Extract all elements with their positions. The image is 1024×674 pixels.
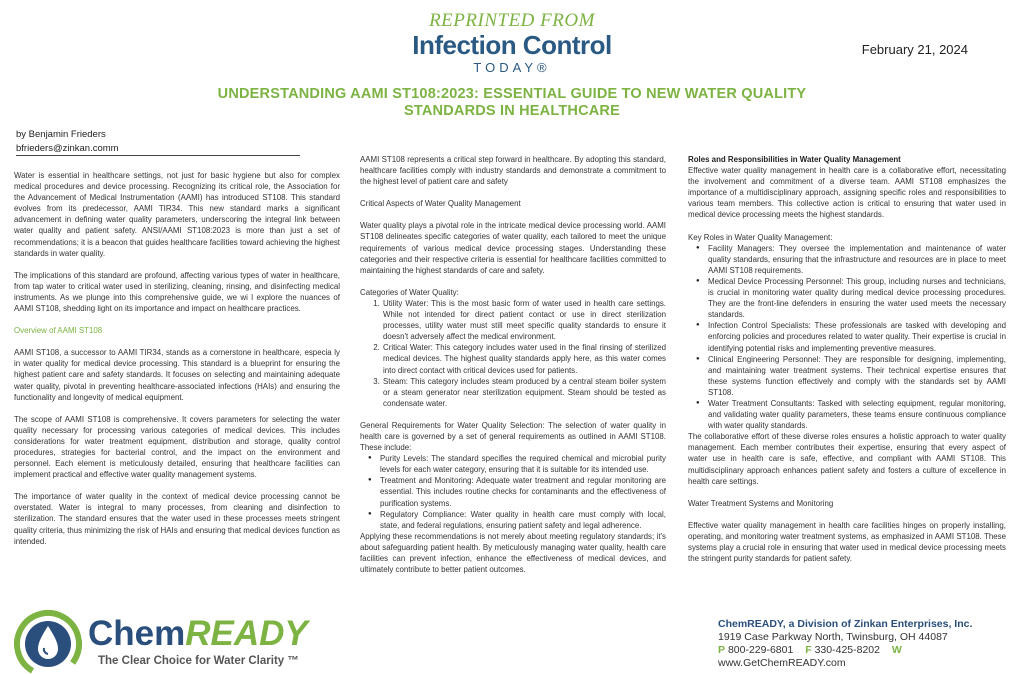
- paragraph: Applying these recommendations is not merely about meeting regulatory standards; it's about safeguarding patient health. By meticulously managing water quality, health care facilities can prevent infection, enhance the effectiveness of medical devices, and ultimately contribute to better patient outcomes.: [360, 531, 666, 575]
- phone-label: P: [718, 644, 726, 656]
- column-2: [360, 154, 666, 586]
- list-item: ● Facility Managers: They oversee the implementation and maintenance of water quality standards, ensuring that the infrastructure and resources are in place to meet AAMI ST108 requirements.: [708, 243, 1006, 276]
- list-item: ● Regulatory Compliance: Water quality in health care must comply with local, state, and federal regulations, ensuring patient safety and legal adherence.: [380, 509, 666, 531]
- byline: [16, 128, 119, 156]
- contact-line: [718, 644, 1024, 670]
- byline-divider: [16, 155, 300, 156]
- company-address: 1919 Case Parkway North, Twinsburg, OH 44087: [718, 631, 948, 643]
- list-item: ● Clinical Engineering Personnel: They are responsible for designing, implementing, and maintaining water treatment systems. Their technical expertise ensures that these systems function effectively and comply with the standards set by AAMI ST108.: [708, 354, 1006, 398]
- website-link[interactable]: www.GetChemREADY.com: [718, 657, 846, 669]
- general-requirements: General Requirements for Water Quality Selection: The selection of water quality in health care is governed by a set of general requirements as outlined in AAMI ST108. These include:: [360, 420, 666, 453]
- phone-number[interactable]: 800-229-6801: [727, 644, 794, 656]
- paragraph: The implications of this standard are profound, affecting various types of water in healthcare, from tap water to critical water used in sterilizing, cleaning, rinsing, and disinfecting medical instruments. As we plunge into this comprehensive guide, we wi l explore the nuances of AAMI ST108, shedding light on its importance and impact on healthcare practices.: [14, 270, 340, 314]
- paragraph: AAMI ST108, a successor to AAMI TIR34, stands as a cornerstone in healthcare, especia ly in water quality for medical device processing. This standard is a blueprint for ensuring the highest patient care and safety standards. It focuses on selecting and maintaining adequate water quality, pivotal in preventing healthcare-associated infections (HAIs) and ensuring the functionality and longevity of medical equipment.: [14, 348, 340, 402]
- article-headline: [200, 86, 824, 120]
- headline-line-1: UNDERSTANDING AAMI ST108:2023: ESSENTIAL GUIDE TO NEW WATER QUALITY: [217, 86, 807, 102]
- web-label: W: [891, 644, 902, 656]
- section-heading-critical-aspects: Critical Aspects of Water Quality Management: [360, 199, 521, 209]
- roles-heading: Key Roles in Water Quality Management:: [688, 232, 833, 242]
- paragraph: The collaborative effort of these diverse roles ensures a holistic approach to water quality management. Each member contributes their expertise, ensuring that every aspect of water use in health care is safe, effective, and compliant with AAMI ST108. This multidisciplinary approach enhances patient safety and fosters a culture of excellence in health care settings.: [688, 432, 1006, 486]
- article-date: February 21, 2024: [861, 42, 968, 57]
- paragraph: AAMI ST108 represents a critical step forward in healthcare. By adopting this standard, healthcare facilities comply with industry standards and demonstrate a commitment to the highest level of patient care and safety: [360, 155, 666, 187]
- section-heading-water-treatment: Water Treatment Systems and Monitoring: [688, 498, 834, 508]
- headline-line-2: STANDARDS IN HEALTHCARE: [404, 103, 620, 119]
- list-item: ● Treatment and Monitoring: Adequate water treatment and regular monitoring are essential. This includes routine checks for contaminants and the effectiveness of purification systems.: [380, 475, 666, 508]
- author-name: by Benjamin Frieders: [16, 129, 106, 140]
- list-item: ● Medical Device Processing Personnel: This group, including nurses and technicians, is crucial in monitoring water quality during medical device processing procedures. They are the front-line defenders in ensuring the water used meets the necessary standards.: [708, 276, 1006, 320]
- fax-label: F: [805, 644, 812, 656]
- categories-heading: Categories of Water Quality:: [360, 287, 459, 297]
- requirements-list: [366, 453, 666, 531]
- wordmark-chem: Chem: [88, 614, 186, 653]
- roles-list: [694, 243, 1006, 432]
- list-item: 1. Utility Water: This is the most basic form of water used in health care settings. While not intended for direct patient contact or use in direct sterilization processes, utility water must still meet specific quality standards to ensure it doesn't adversely affect the medical environment.: [382, 298, 666, 342]
- publication-subtitle: TODAY®: [473, 60, 551, 75]
- list-item: ● Water Treatment Consultants: Tasked with selecting equipment, regular monitoring, and validating water quality parameters, these teams ensure continuous compliance with water quality standards.: [708, 398, 1006, 431]
- logo-tagline: The Clear Choice for Water Clarity ™: [98, 655, 299, 667]
- categories-list: [372, 298, 666, 409]
- paragraph: Water is essential in healthcare settings, not just for basic hygiene but also for complex medical procedures and device processing. Recognizing its critical role, the Association for the Advancement of Medical Instrumentation (AAMI) has introduced ST108. This standard evolves from its predecessor, AAMI TIR34. This new standard marks a significant advancement in defining water quality parameters, underscoring the integral link between water quality and patient safety. ANSI/AAMI ST108:2023 is more than just a set of recommendations; it is a beacon that guides healthcare facilities toward achieving the highest standards in water quality.: [14, 171, 340, 258]
- list-item: 3. Steam: This category includes steam produced by a central steam boiler system or a steam generator near sterilization equipment. Steam should be tested as condensate water.: [382, 376, 666, 409]
- list-item: 2. Critical Water: This category includes water used in the final rinsing of sterilized medical devices. The highest quality standards apply here, as this water comes into direct contact with critical devices used for patients.: [382, 342, 666, 375]
- section-heading-roles: Roles and Responsibilities in Water Quality Management: [688, 155, 901, 164]
- author-email[interactable]: bfrieders@zinkan.comm: [16, 143, 119, 154]
- list-item: ● Purity Levels: The standard specifies the required chemical and microbial purity levels for each water category, ensuring that it is suitable for its intended use.: [380, 453, 666, 475]
- company-contact: [718, 618, 1024, 670]
- section-heading-overview[interactable]: Overview of AAMI ST108: [14, 326, 103, 336]
- publication-title: Infection Control: [412, 30, 612, 60]
- paragraph: Water quality plays a pivotal role in the intricate medical device processing world. AAMI ST108 delineates specific categories of water quality, each tailored to meet the unique requirements of various medical device processing stages. Understanding these categories and their respective criteria is essential for healthcare facilities committed to maintaining the highest standards of care and safety.: [360, 221, 666, 275]
- column-1: [14, 170, 340, 558]
- list-item: ● Infection Control Specialists: These professionals are tasked with developing and enforcing policies and procedures related to water quality. Their expertise is crucial in identifying potential risks and implementing preventive measures.: [708, 320, 1006, 353]
- chemready-wordmark: [88, 614, 308, 654]
- paragraph: The scope of AAMI ST108 is comprehensive. It covers parameters for selecting the water quality necessary for processing various categories of medical devices. This includes considerations for water treatment equipment, distribution and storage, quality control procedures, strategies for bacterial control, and the impact on the environment and personnel. Each element is meticulously detailed, ensuring that healthcare facilities can implement practical and effective water quality management systems.: [14, 414, 340, 480]
- paragraph: The importance of water quality in the context of medical device processing cannot be overstated. Water is integral to many processes, from cleaning and disinfection to sterilization. The standard ensures that the water used in these processes meets stringent quality criteria, thus minimizing the risk of HAIs and ensuring that medical devices function as intended.: [14, 492, 340, 546]
- column-3: [688, 154, 1006, 575]
- company-name: ChemREADY, a Division of Zinkan Enterprises, Inc.: [718, 618, 973, 630]
- fax-number: 330-425-8202: [814, 644, 880, 656]
- wordmark-ready: READY: [185, 614, 308, 653]
- paragraph: Effective water quality management in health care facilities hinges on properly installing, operating, and monitoring water treatment systems, as emphasized in AAMI ST108. These systems play a crucial role in ensuring that water used in medical device processing meets the stringent purity standards for patient safety.: [688, 520, 1006, 564]
- paragraph: Effective water quality management in health care is a collaborative effort, necessitating the involvement and commitment of a diverse team. AAMI ST108 emphasizes the importance of a multidisciplinary approach, assigning specific roles and responsibilities to various team members. This collective action is critical to ensuring that water used in medical device processing meets the highest standards.: [688, 166, 1006, 220]
- reprinted-label: REPRINTED FROM: [429, 10, 595, 31]
